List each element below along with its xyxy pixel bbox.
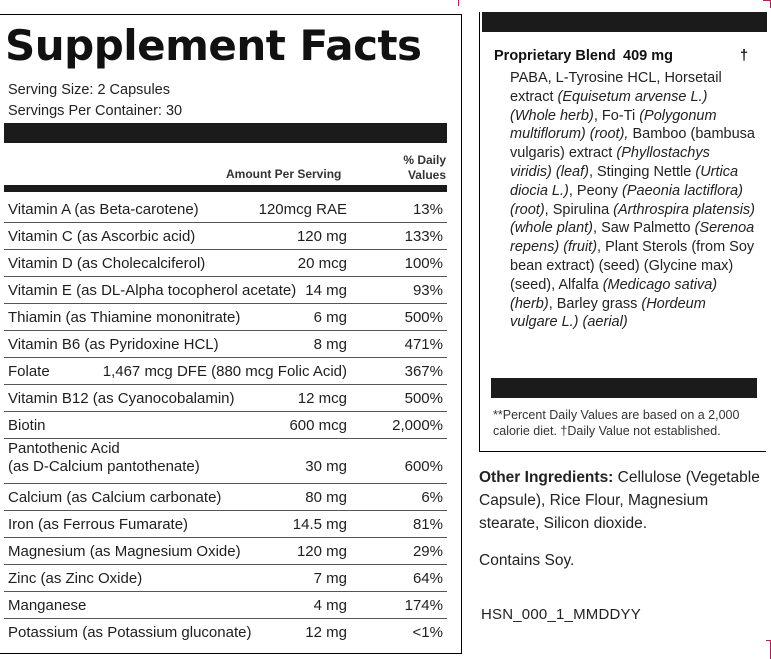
other-ingredients-text: Cellulose (Vegetable Capsule), Rice Flour, Magnesium stearate, Silicon dioxide.: [479, 469, 760, 532]
nutrient-name: Pantothenic Acid: [8, 440, 120, 457]
ingredient-text: , Peony: [568, 182, 623, 199]
nutrient-name: Calcium (as Calcium carbonate): [8, 489, 222, 506]
nutrient-name: Biotin: [8, 417, 46, 434]
nutrient-name: Vitamin E (as DL-Alpha tocopherol acetate): [8, 282, 297, 299]
ingredient-latin-name: (Urtica diocia L.): [510, 163, 739, 199]
ingredient-latin-name: (Polygonum multiflorum) (root),: [510, 107, 717, 143]
nutrient-amount: 12 mg: [305, 624, 347, 641]
blend-amount: 409 mg: [623, 48, 673, 64]
nutrient-table: [4, 196, 447, 646]
nutrient-name: Folate: [8, 363, 50, 380]
nutrient-daily-value: 29%: [412, 543, 443, 560]
footnote: **Percent Daily Values are based on a 2,000 calorie diet. †Daily Value not established.: [493, 408, 740, 438]
nutrient-name: Vitamin C (as Ascorbic acid): [8, 228, 196, 245]
nutrient-name: Vitamin B12 (as Cyanocobalamin): [8, 390, 235, 407]
nutrient-name: Potassium (as Potassium gluconate): [8, 624, 252, 641]
nutrient-daily-value: 2,000%: [392, 417, 443, 434]
table-row: [4, 331, 447, 358]
nutrient-name: Magnesium (as Magnesium Oxide): [8, 543, 241, 560]
nutrient-amount: 120 mg: [296, 228, 347, 245]
ingredient-text: , Fo-Ti: [593, 107, 640, 124]
nutrient-amount: 14 mg: [305, 282, 347, 299]
serving-size: Serving Size: 2 Capsules: [8, 82, 170, 98]
servings-per-container: Servings Per Container: 30: [8, 103, 183, 119]
table-row: [4, 358, 447, 385]
nutrient-daily-value: 133%: [404, 228, 443, 245]
table-row: [4, 223, 447, 250]
table-row: [4, 196, 447, 223]
ingredient-text: , Stinging Nettle: [588, 163, 696, 180]
table-row: [4, 385, 447, 412]
nutrient-daily-value: 500%: [404, 309, 443, 326]
amount-per-serving-header: Amount Per Serving: [226, 167, 342, 181]
ingredient-text: , Plant Sterols (from Soy bean extract) (seed) (Glycine max) (seed), Alfalfa: [510, 239, 755, 293]
nutrient-daily-value: 367%: [404, 363, 443, 380]
table-row: [4, 304, 447, 331]
nutrient-amount: 120mcg RAE: [258, 201, 347, 218]
section-rule: [4, 185, 447, 192]
blend-dagger: †: [740, 48, 749, 64]
panel-title: Supplement Facts: [5, 21, 422, 70]
nutrient-daily-value: 64%: [412, 570, 443, 587]
table-row: [4, 439, 447, 484]
other-ingredients: [479, 466, 769, 535]
daily-values-header: [386, 153, 446, 183]
nutrient-name-line2: (as D-Calcium pantothenate): [8, 458, 200, 475]
table-row: [4, 565, 447, 592]
nutrient-amount: 14.5 mg: [292, 516, 347, 533]
corner-mark: [458, 0, 459, 6]
nutrient-amount: 120 mg: [296, 543, 347, 560]
ingredient-text: , Spirulina: [544, 201, 614, 218]
blend-bottom-rule: [491, 378, 757, 398]
nutrient-daily-value: 6%: [421, 489, 443, 506]
ingredient-latin-name: (Serenoa repens) (fruit): [510, 220, 755, 256]
other-ingredients-label: Other Ingredients:: [479, 469, 614, 486]
table-row: [4, 250, 447, 277]
nutrient-name: Vitamin B6 (as Pyridoxine HCL): [8, 336, 219, 353]
blend-top-rule: [482, 12, 767, 32]
ingredient-text: , Barley grass: [548, 295, 642, 312]
nutrient-daily-value: 100%: [404, 255, 443, 272]
ingredient-latin-name: (Arthrospira platensis) (whole plant): [510, 201, 755, 237]
blend-ingredients: [510, 69, 755, 332]
daily-values-header-line2: Values: [407, 168, 446, 182]
nutrient-name: Manganese: [8, 597, 87, 614]
table-row: [4, 538, 447, 565]
nutrient-amount: 6 mg: [313, 309, 347, 326]
ingredient-latin-name: (Medicago sativa) (herb): [510, 276, 718, 312]
ingredient-latin-name: (Paeonia lactiflora) (root): [510, 182, 743, 218]
header-rule: [4, 123, 447, 143]
nutrient-daily-value: 174%: [404, 597, 443, 614]
ingredient-text: PABA, L-Tyrosine HCL, Horsetail extract: [510, 70, 722, 105]
nutrient-amount: 8 mg: [313, 336, 347, 353]
nutrient-name: Iron (as Ferrous Fumarate): [8, 516, 189, 533]
nutrient-amount: 80 mg: [305, 489, 347, 506]
nutrient-daily-value: <1%: [412, 624, 443, 641]
ingredient-latin-name: (Hordeum vulgare L.) (aerial): [510, 295, 706, 331]
nutrient-name: Vitamin D (as Cholecalciferol): [8, 255, 206, 272]
nutrient-name: Thiamin (as Thiamine mononitrate): [8, 309, 241, 326]
supplement-facts-panel: [0, 14, 462, 654]
ingredient-latin-name: (Phyllostachys viridis) (leaf): [510, 145, 710, 180]
daily-values-header-line1: % Daily: [403, 153, 446, 167]
nutrient-amount: 600 mcg: [289, 417, 347, 434]
blend-name: Proprietary Blend: [494, 48, 616, 64]
table-row: [4, 484, 447, 511]
proprietary-blend-panel: [479, 12, 766, 452]
allergen-statement: Contains Soy.: [479, 552, 575, 569]
nutrient-amount: 20 mcg: [297, 255, 347, 272]
nutrient-daily-value: 13%: [412, 201, 443, 218]
ingredient-text: , Saw Palmetto: [593, 220, 695, 237]
table-row: [4, 619, 447, 646]
nutrient-amount: 12 mcg: [297, 390, 347, 407]
nutrient-daily-value: 93%: [412, 282, 443, 299]
nutrient-amount: 30 mg: [305, 458, 347, 475]
nutrient-daily-value: 471%: [404, 336, 443, 353]
nutrient-name: Vitamin A (as Beta-carotene): [8, 201, 199, 218]
nutrient-daily-value: 81%: [412, 516, 443, 533]
table-row: [4, 511, 447, 538]
nutrient-amount: 1,467 mcg DFE (880 mcg Folic Acid): [102, 363, 347, 380]
ingredient-latin-name: (Equisetum arvense L.) (Whole herb): [510, 88, 708, 124]
table-row: [4, 592, 447, 619]
nutrient-daily-value: 500%: [404, 390, 443, 407]
nutrient-daily-value: 600%: [404, 458, 443, 475]
nutrient-name: Zinc (as Zinc Oxide): [8, 570, 143, 587]
nutrient-amount: 7 mg: [313, 570, 347, 587]
table-row: [4, 277, 447, 304]
ingredient-text: Bamboo (bambusa vulgaris) extract: [510, 126, 755, 162]
lot-code: HSN_000_1_MMDDYY: [481, 606, 641, 623]
table-row: [4, 412, 447, 439]
nutrient-amount: 4 mg: [313, 597, 347, 614]
